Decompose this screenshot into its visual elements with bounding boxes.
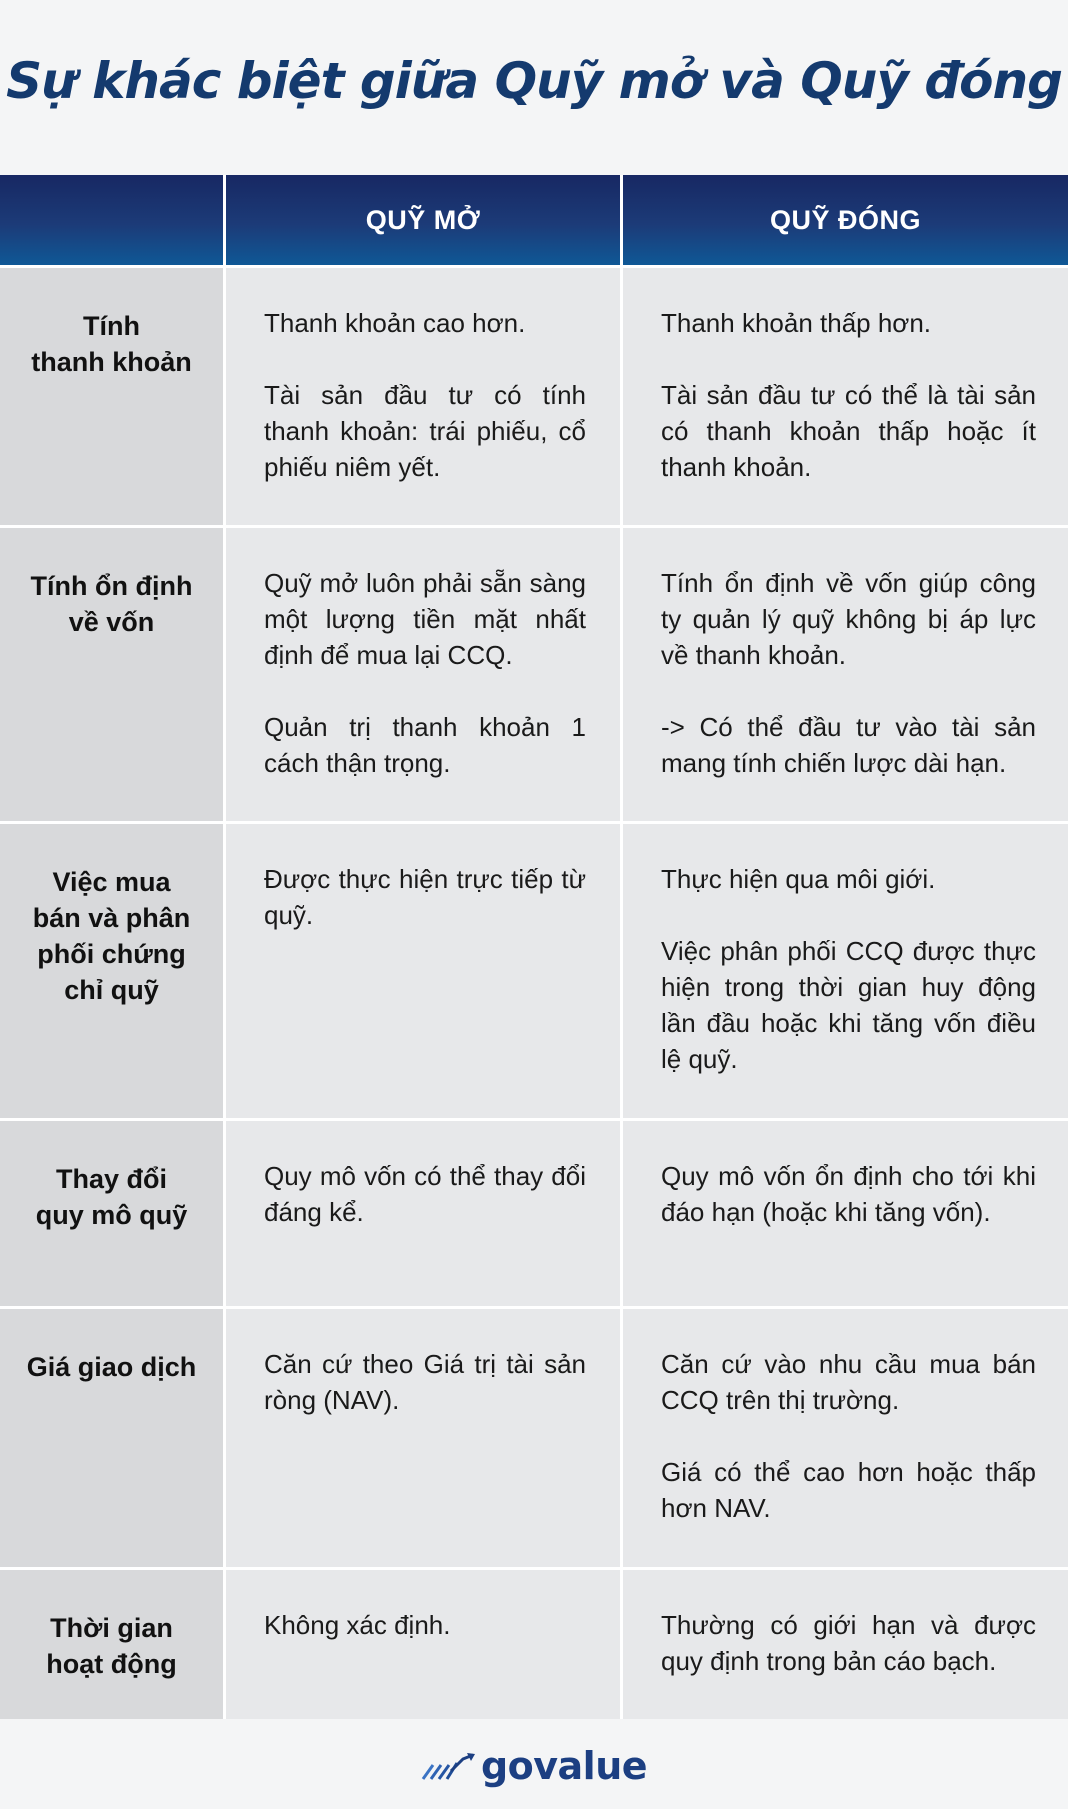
cell-paragraph: Tài sản đầu tư có tính thanh khoản: trái phiếu, cổ phiếu niêm yết. [264, 380, 586, 482]
closed-fund-cell [623, 821, 1068, 1118]
cell-paragraph: Thanh khoản cao hơn. [264, 308, 526, 338]
open-fund-cell [226, 265, 623, 525]
open-fund-cell [226, 1118, 623, 1306]
closed-fund-cell [623, 1118, 1068, 1306]
cell-paragraph: Không xác định. [264, 1610, 451, 1640]
cell-paragraph: Giá có thể cao hơn hoặc thấp hơn NAV. [661, 1457, 1036, 1523]
open-fund-cell [226, 1306, 623, 1567]
closed-fund-cell [623, 525, 1068, 821]
row-label: Thay đổi quy mô quỹ [0, 1118, 226, 1306]
govalue-logo [421, 1744, 647, 1788]
cell-paragraph: Thanh khoản thấp hơn. [661, 308, 932, 338]
closed-fund-cell [623, 265, 1068, 525]
row-label: Tính thanh khoản [0, 265, 226, 525]
open-fund-cell [226, 1567, 623, 1719]
cell-paragraph: Được thực hiện trực tiếp từ quỹ. [264, 864, 586, 930]
cell-paragraph: Việc phân phối CCQ được thực hiện trong thời gian huy động lần đầu hoặc khi tăng vốn điều lệ quỹ. [661, 936, 1036, 1074]
header-empty-cell [0, 175, 226, 265]
page-title: Sự khác biệt giữa Quỹ mở và Quỹ đóng [6, 52, 1062, 110]
closed-fund-cell [623, 1567, 1068, 1719]
open-fund-cell [226, 821, 623, 1118]
cell-paragraph: -> Có thể đầu tư vào tài sản mang tính chiến lược dài hạn. [661, 712, 1036, 778]
cell-paragraph: Quỹ mở luôn phải sẵn sàng một lượng tiền mặt nhất định để mua lại CCQ. [264, 568, 586, 670]
closed-fund-cell [623, 1306, 1068, 1567]
comparison-table [0, 175, 1068, 1719]
logo-text: govalue [480, 1743, 648, 1788]
row-label: Giá giao dịch [0, 1306, 226, 1567]
cell-paragraph: Tài sản đầu tư có thể là tài sản có thanh khoản thấp hoặc ít thanh khoản. [661, 380, 1036, 482]
row-label: Thời gian hoạt động [0, 1567, 226, 1719]
cell-paragraph: Quy mô vốn ổn định cho tới khi đáo hạn (hoặc khi tăng vốn). [661, 1161, 1036, 1227]
header-open-fund: QUỸ MỞ [226, 175, 623, 265]
rising-chart-icon [421, 1751, 477, 1781]
row-label: Việc mua bán và phân phối chứng chỉ quỹ [0, 821, 226, 1118]
open-fund-cell [226, 525, 623, 821]
header-closed-fund: QUỸ ĐÓNG [623, 175, 1068, 265]
cell-paragraph: Thực hiện qua môi giới. [661, 864, 936, 894]
cell-paragraph: Quản trị thanh khoản 1 cách thận trọng. [264, 712, 586, 778]
cell-paragraph: Tính ổn định về vốn giúp công ty quản lý quỹ không bị áp lực về thanh khoản. [661, 568, 1036, 670]
cell-paragraph: Quy mô vốn có thể thay đổi đáng kể. [264, 1161, 586, 1227]
cell-paragraph: Căn cứ vào nhu cầu mua bán CCQ trên thị trường. [661, 1349, 1036, 1415]
cell-paragraph: Thường có giới hạn và được quy định trong bản cáo bạch. [661, 1610, 1036, 1676]
footer [0, 1722, 1068, 1809]
row-label: Tính ổn định về vốn [0, 525, 226, 821]
cell-paragraph: Căn cứ theo Giá trị tài sản ròng (NAV). [264, 1349, 586, 1415]
